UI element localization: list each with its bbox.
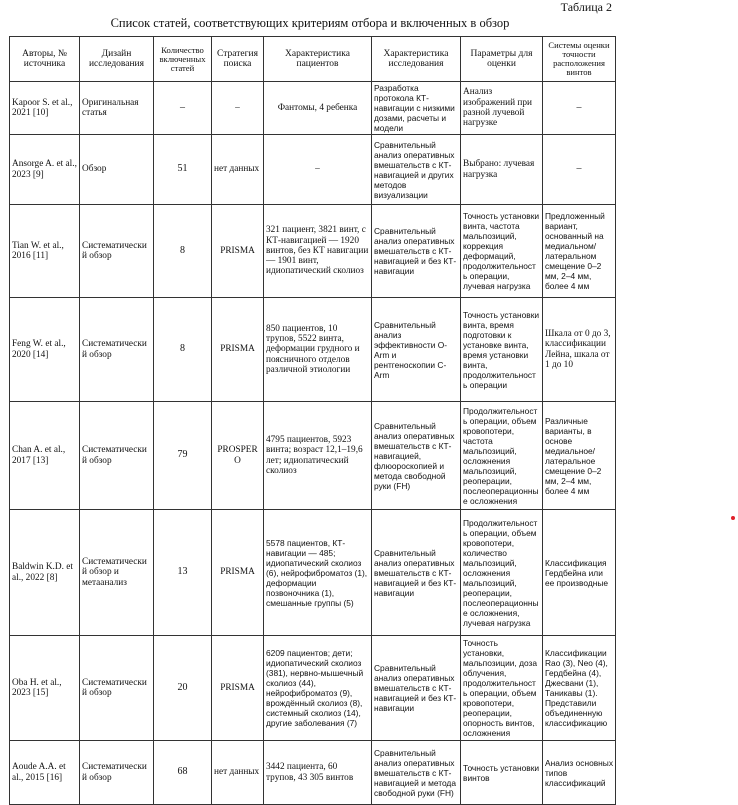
cell-systems: – <box>543 82 616 135</box>
cell-design: Систематический обзор и метаанализ <box>80 510 154 636</box>
cell-authors: Baldwin K.D. et al., 2022 [8] <box>10 510 80 636</box>
cell-design: Обзор <box>80 135 154 205</box>
cell-systems: Шкала от 0 до 3, классификации Лейна, шкала от 1 до 10 <box>543 298 616 402</box>
cell-params: Точность установки, мальпозиции, доза облучения, продолжительность операции, объем кровопотери, реоперации, опорность винтов, осложнения <box>461 636 543 741</box>
cell-systems: – <box>543 135 616 205</box>
cell-patients: 3442 пациента, 60 трупов, 43 305 винтов <box>264 741 372 805</box>
cell-study: Сравнительный анализ оперативных вмешательств с КТ-навигацией, флюороскопией и метода свободной руки (FH) <box>372 402 461 510</box>
table-row <box>10 741 616 805</box>
cell-params: Анализ изображений при разной лучевой нагрузке <box>461 82 543 135</box>
cell-patients: 4795 пациентов, 5923 винта; возраст 12,1–19,6 лет; идиопатический сколиоз <box>264 402 372 510</box>
header-design: Дизайн исследования <box>80 37 154 82</box>
red-marker-dot <box>731 516 735 520</box>
cell-params: Точность установки винтов <box>461 741 543 805</box>
cell-systems: Классификации Rao (3), Neo (4), Гердбейна (4), Джесвани (1), Таникавы (1). Представили объединенную классификацию <box>543 636 616 741</box>
table-row <box>10 636 616 741</box>
cell-params: Точность установки винта, частота мальпозиций, коррекция деформаций, продолжительность операции, лучевая нагрузка <box>461 205 543 298</box>
cell-study: Разработка протокола КТ-навигации с низкими дозами, расчеты и модели <box>372 82 461 135</box>
cell-count: 13 <box>154 510 212 636</box>
cell-count: 79 <box>154 402 212 510</box>
cell-authors: Oba H. et al., 2023 [15] <box>10 636 80 741</box>
cell-strategy: PRISMA <box>212 298 264 402</box>
table-row <box>10 82 616 135</box>
cell-count: 68 <box>154 741 212 805</box>
cell-design: Систематический обзор <box>80 205 154 298</box>
header-params: Параметры для оценки <box>461 37 543 82</box>
cell-authors: Feng W. et al., 2020 [14] <box>10 298 80 402</box>
cell-patients: 5578 пациентов, КТ-навигации — 485; идиопатический сколиоз (6), нейрофиброматоз (1), деформации позвоночника (1), смешанные группы (5) <box>264 510 372 636</box>
cell-strategy: PRISMA <box>212 510 264 636</box>
table-row <box>10 510 616 636</box>
cell-params: Продолжительность операции, объем кровопотери, частота мальпозиций, осложнения мальпозиций, реоперации, послеоперационные осложнения <box>461 402 543 510</box>
cell-count: 20 <box>154 636 212 741</box>
cell-count: 8 <box>154 205 212 298</box>
cell-patients: 6209 пациентов; дети; идиопатический сколиоз (381), нервно-мышечный сколиоз (44), нейрофиброматоз (9), врождённый сколиоз (8), системный сколиоз (14), другие заболевания (7) <box>264 636 372 741</box>
cell-authors: Tian W. et al., 2016 [11] <box>10 205 80 298</box>
cell-systems: Анализ основных типов классификаций <box>543 741 616 805</box>
cell-count: 8 <box>154 298 212 402</box>
cell-design: Оригинальная статья <box>80 82 154 135</box>
cell-systems: Классификация Гердбейна или ее производные <box>543 510 616 636</box>
header-strategy: Стратегия поиска <box>212 37 264 82</box>
header-study: Характеристика исследования <box>372 37 461 82</box>
cell-count: – <box>154 82 212 135</box>
table-header-row <box>10 37 616 82</box>
cell-study: Сравнительный анализ оперативных вмешательств с КТ-навигацией и других методов визуализации <box>372 135 461 205</box>
table-number: Таблица 2 <box>560 0 612 14</box>
cell-design: Систематический обзор <box>80 636 154 741</box>
cell-study: Сравнительный анализ оперативных вмешательств с КТ-навигацией и без КТ-навигации <box>372 636 461 741</box>
cell-study: Сравнительный анализ оперативных вмешательств с КТ-навигацией и без КТ-навигации <box>372 205 461 298</box>
cell-patients: – <box>264 135 372 205</box>
table-row <box>10 298 616 402</box>
cell-study: Сравнительный анализ оперативных вмешательств с КТ-навигацией и метода свободной руки (FH) <box>372 741 461 805</box>
articles-table <box>9 36 616 805</box>
header-systems: Системы оценки точности расположения винтов <box>543 37 616 82</box>
table-row <box>10 402 616 510</box>
cell-patients: Фантомы, 4 ребенка <box>264 82 372 135</box>
cell-study: Сравнительный анализ эффективности O-Arm и рентгеноскопии C-Arm <box>372 298 461 402</box>
cell-design: Систематический обзор <box>80 741 154 805</box>
cell-authors: Ansorge A. et al., 2023 [9] <box>10 135 80 205</box>
cell-strategy: PRISMA <box>212 636 264 741</box>
cell-systems: Предложенный вариант, основанный на медиальном/латеральном смещение 0–2 мм, 2–4 мм, более 4 мм <box>543 205 616 298</box>
cell-design: Систематический обзор <box>80 298 154 402</box>
header-authors: Авторы, № источника <box>10 37 80 82</box>
header-patients: Характеристика пациентов <box>264 37 372 82</box>
cell-strategy: – <box>212 82 264 135</box>
cell-design: Систематический обзор <box>80 402 154 510</box>
cell-strategy: нет данных <box>212 135 264 205</box>
table-caption: Список статей, соответствующих критериям отбора и включенных в обзор <box>110 16 510 30</box>
table-row <box>10 205 616 298</box>
cell-params: Выбрано: лучевая нагрузка <box>461 135 543 205</box>
cell-patients: 850 пациентов, 10 трупов, 5522 винта, деформации грудного и поясничного отделов различной этиологии <box>264 298 372 402</box>
header-count: Количество включенных статей <box>154 37 212 82</box>
cell-systems: Различные варианты, в основе медиальное/латеральное смещение 0–2 мм, 2–4 мм, более 4 мм <box>543 402 616 510</box>
table-row <box>10 135 616 205</box>
cell-authors: Aoude A.A. et al., 2015 [16] <box>10 741 80 805</box>
cell-strategy: PROSPERO <box>212 402 264 510</box>
cell-strategy: нет данных <box>212 741 264 805</box>
cell-params: Точность установки винта, время подготовки к установке винта, время установки винта, продолжительность операции <box>461 298 543 402</box>
cell-authors: Chan A. et al., 2017 [13] <box>10 402 80 510</box>
cell-study: Сравнительный анализ оперативных вмешательств с КТ-навигацией и без КТ-навигации <box>372 510 461 636</box>
cell-params: Продолжительность операции, объем кровопотери, количество мальпозиций, осложнения мальпозиций, реоперации, послеоперационные осложнения, лучевая нагрузка <box>461 510 543 636</box>
cell-authors: Kapoor S. et al., 2021 [10] <box>10 82 80 135</box>
cell-strategy: PRISMA <box>212 205 264 298</box>
cell-patients: 321 пациент, 3821 винт, с КТ-навигацией — 1920 винтов, без КТ навигации — 1901 винт, идиопатический сколиоз <box>264 205 372 298</box>
cell-count: 51 <box>154 135 212 205</box>
